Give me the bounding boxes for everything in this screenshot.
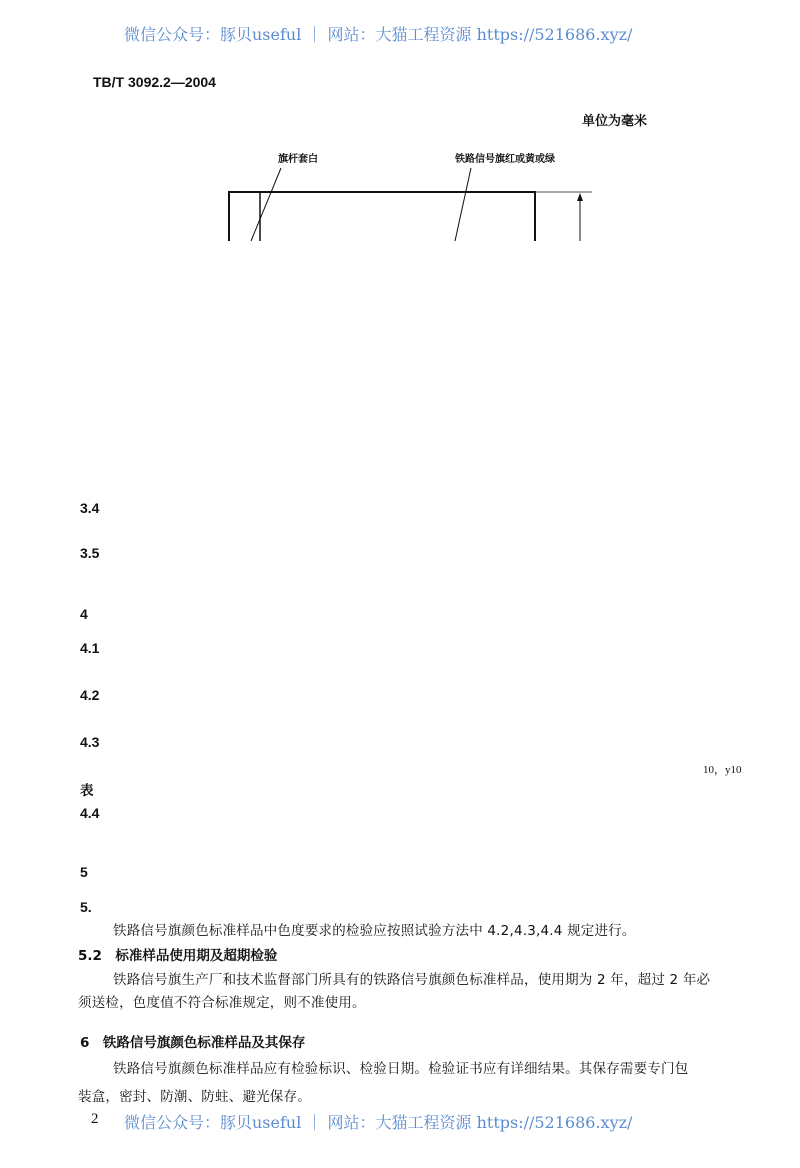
paragraph-6-line2: 装盒，密封、防潮、防蛀、避光保存。 — [78, 1089, 311, 1105]
leader-line-flag — [455, 168, 471, 241]
section-label-3-4: 3.4 — [80, 500, 100, 516]
paragraph-5-2-line1: 铁路信号旗生产厂和技术监督部门所具有的铁路信号旗颜色标准样品，使用期为 2 年，超过 2 年必 — [113, 972, 711, 988]
heading-5-2: 5.2 标准样品使用期及超期检验 — [78, 948, 278, 964]
section-label-5-1: 5. — [80, 899, 92, 915]
unit-note: 单位为毫米 — [582, 113, 648, 128]
label-flag: 铁路信号旗红或黄或绿 — [455, 154, 555, 165]
section-label-4-2: 4.2 — [80, 687, 100, 703]
heading-6: 6 铁路信号旗颜色标准样品及其保存 — [80, 1035, 306, 1051]
paragraph-5-2-line2: 须送检，色度值不符合标准规定，则不准使用。 — [78, 995, 366, 1011]
section-label-4-4: 4.4 — [80, 805, 100, 821]
paragraph-6-line1: 铁路信号旗颜色标准样品应有检验标识、检验日期。检验证书应有详细结果。其保存需要专门包 — [113, 1061, 689, 1077]
page-number: 2 — [91, 1111, 99, 1127]
flag-diagram — [0, 0, 800, 260]
formula-fragment: 10，y10 — [703, 764, 742, 776]
leader-line-sleeve — [251, 168, 281, 241]
watermark-top: 微信公众号：豚贝useful ｜ 网站：大猫工程资源 https://521686.xyz/ — [124, 25, 633, 44]
paragraph-5-1: 铁路信号旗颜色标准样品中色度要求的检验应按照试验方法中 4.2,4.3,4.4 规定进行。 — [113, 923, 636, 939]
section-label-4-1: 4.1 — [80, 640, 100, 656]
section-label-5: 5 — [80, 864, 88, 880]
standard-number: TB/T 3092.2—2004 — [93, 74, 216, 90]
section-label-3-5: 3.5 — [80, 545, 100, 561]
watermark-bottom: 微信公众号：豚贝useful ｜ 网站：大猫工程资源 https://521686.xyz/ — [124, 1113, 633, 1132]
section-label-4: 4 — [80, 606, 88, 622]
label-pole-sleeve: 旗杆套白 — [278, 154, 318, 165]
table-label: 表 — [80, 783, 94, 799]
section-label-4-3: 4.3 — [80, 734, 100, 750]
dimension-arrow-icon — [577, 193, 583, 201]
